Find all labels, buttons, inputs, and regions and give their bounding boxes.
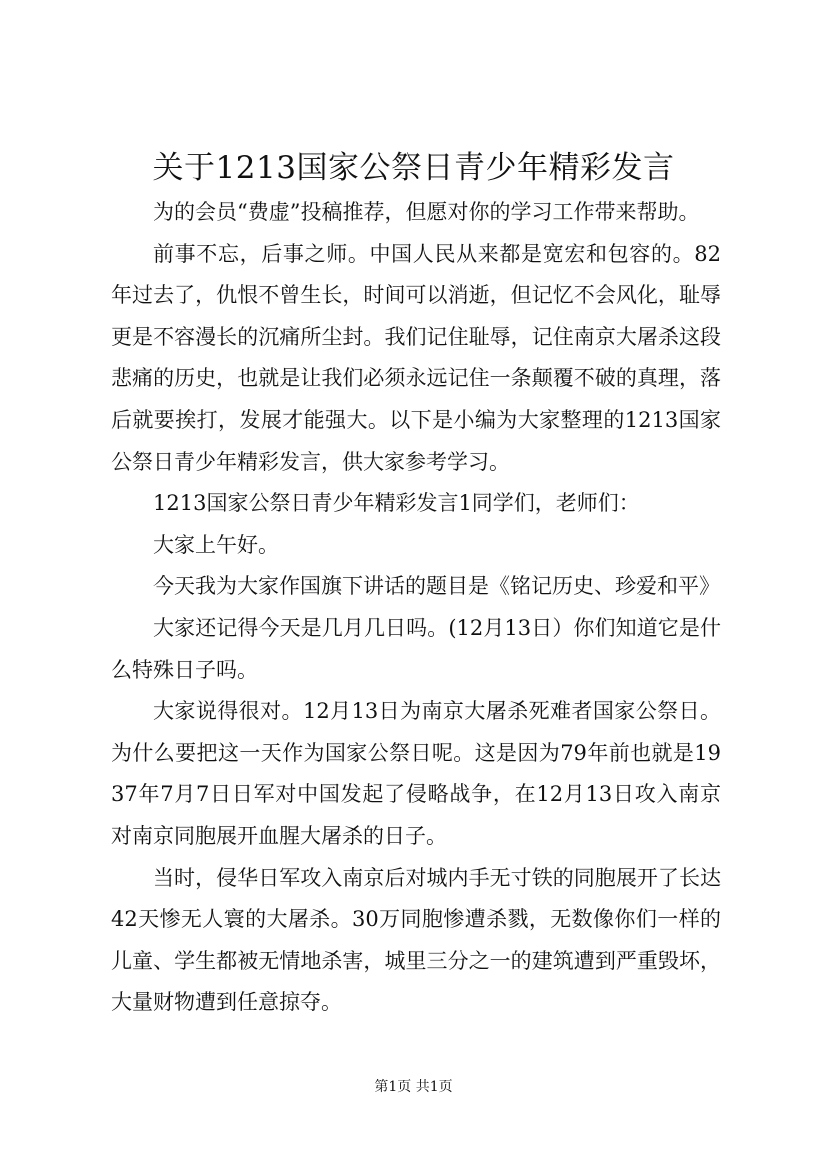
paragraph-intro: 为的会员“费虚”投稿推荐，但愿对你的学习工作带来帮助。 [153, 200, 700, 224]
paragraph-explanation: 大家说得很对。12月13日为南京大屠杀死难者国家公祭日。为什么要把这一天作为国家公祭日呢。这是因为79年前也就是1937年7月7日日军对中国发起了侵略战争，在12月13日攻入南京对南京同胞展开血腥大屠杀的日子。 [111, 699, 721, 848]
paragraph-preface: 前事不忘，后事之师。中国人民从来都是宽宏和包容的。82年过去了，仇恨不曾生长，时间可以消逝，但记忆不会风化，耻辱更是不容漫长的沉痛所尘封。我们记住耻辱，记住南京大屠杀这段悲痛的历史，也就是让我们必须永远记住一条颠覆不破的真理，落后就要挨打，发展才能强大。以下是小编为大家整理的1213国家公祭日青少年精彩发言，供大家参考学习。 [111, 241, 721, 474]
document-body [111, 192, 721, 1024]
paragraph-topic: 今天我为大家作国旗下讲话的题目是《铭记历史、珍爱和平》 [153, 574, 720, 599]
document-title: 关于1213国家公祭日青少年精彩发言 [152, 150, 675, 186]
paragraph-question: 大家还记得今天是几月几日吗。(12月13日）你们知道它是什么特殊日子吗。 [111, 615, 721, 682]
page-footer: 第1页 共1页 [374, 1079, 453, 1095]
paragraph-history: 当时，侵华日军攻入南京后对城内手无寸铁的同胞展开了长达42天惨无人寰的大屠杀。30万同胞惨遭杀戮，无数像你们一样的儿童、学生都被无情地杀害，城里三分之一的建筑遭到严重毁坏，大量财物遭到任意掠夺。 [111, 865, 721, 1015]
paragraph-speech-heading: 1213国家公祭日青少年精彩发言1同学们，老师们： [153, 491, 640, 516]
paragraph-greeting: 大家上午好。 [153, 532, 279, 557]
